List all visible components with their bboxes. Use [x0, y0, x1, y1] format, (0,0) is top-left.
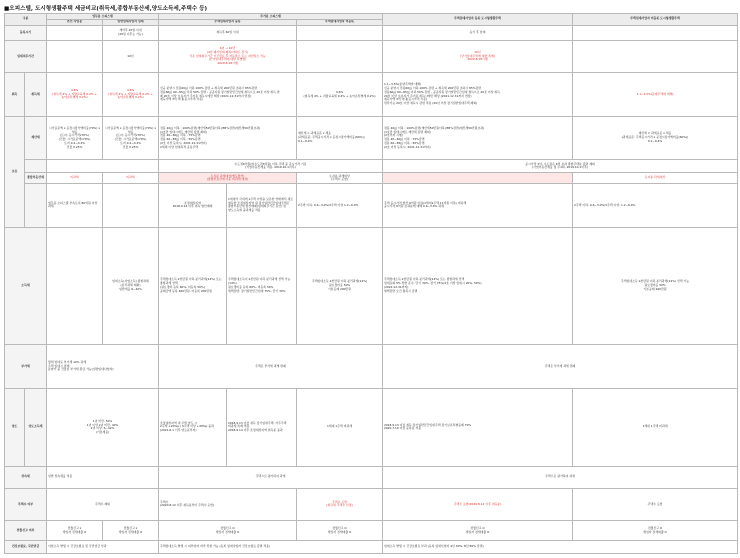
cell-prop-officetel: 시가표준액 x 공정시장가액비율(70%) x 세율 (토지: 공시가격x70%) (건물: 시가표준액x70%) 토지 0.2~0.4% 건물 0.25%	[47, 116, 103, 159]
cell-comp-detail-urban-unreg: 2주택 이하: 0.6~3.0%/3주택 이상: 1.2~6.0%	[573, 184, 738, 227]
header-residential-group: 주거용 오피스텔	[159, 14, 383, 20]
cell-loan-res-pers: 전월신고 O 세입자 전세대출 O	[297, 521, 383, 541]
cell-house-res-apt: 주택수 (2020.8.12 이후 취득분부터 주택수 포함)	[159, 488, 297, 521]
cell-transfer-res-pers: 1세대 1주택 비과세	[297, 388, 383, 466]
label-acq-tax: 취득세	[25, 73, 47, 116]
cell-income-urban: 주택임대소득 2천만원 이하 분리과세(14%) 또는 종합과세 선택 임대료의 5% 상한 준수, 단기 30%, 장기 75%(2호 이상 임대시 20%, 50%) (2022.12.31까지) 세액감면 요건 충족시 감면	[383, 227, 573, 344]
cell-comp-detail-res-apt-a: 조정대상지역 2018.9.14 이후 취득 합산배제	[159, 184, 227, 227]
cell-acq-res-apt: 신규 분양시 전용60㎡ 이하 100% 감면 → 취득세 200만원 초과시 85%감면 전용60㎡ 60~85㎡ 이하 50% 감면 - 공공지원 장기일반민간임대 취득으로 20호 이상 취득 면 제 20호 이상 보유지가 주거용 취득시에만 해당 (2021.12.31까지 연장) 취득가액 3억 이내(공시가격 기준)	[159, 73, 297, 116]
group-acquisition: 취득	[5, 73, 25, 116]
cell-rental-urban-unreg	[573, 40, 738, 73]
cell-comp-detail-res-apt-b: 1세대가 국내에 1주택 이상을 보유한 상태에서 새로 취득한 조정대상지역 내 장기일반민간임대주택은 종합부동산세 합산배제(임대의무기간 동안) 및 양도소득세 중과세율 적용	[227, 184, 297, 227]
cell-comp-detail-officetel: 업무용 오피스텔 부속토지 80억원 이상 과세	[47, 184, 103, 227]
cell-comp-officetel: 비과세	[47, 173, 103, 184]
cell-income-res-apt-b: 주택임대소득이 2천만원 이하 분리과세 선택 가능(14%) 필요경비율 등록 60%, 미등록 50% 세액감면: 장기일반민간임대 75%, 단기 30%	[227, 227, 297, 344]
cell-income-lease: 임대소득(사업소득) 종합과세 (분리과세 제외) 일반세율 6~42%	[103, 227, 159, 344]
cell-income-urban-unreg: 주택임대소득 2천만원 이하 분리과세(14%) 선택 가능 필요경비율 50% 기본공제 200만원	[573, 227, 738, 344]
cell-prop-lease: 시가표준액 x 공정시장가액비율(70%) x 세율 (토지: 공시가격x70%) (건물: 시가표준액x70%) 토지 0.2~0.4% 건물 0.25%	[103, 116, 159, 159]
cell-loan-res-apt: 전월신고 O 세입자 전세대출 O	[159, 521, 297, 541]
row-registration	[5, 25, 738, 40]
row-rental-period	[5, 40, 738, 73]
group-holding: 보유	[5, 116, 25, 227]
label-gift-tax: 상속세	[5, 466, 47, 488]
header-urban: 주택임대사업자 등록 도시형생활주택	[383, 14, 573, 26]
row-comp-tax	[5, 173, 738, 184]
cell-prop-note-urban: 공시가격 3억, 수도권은 6억 초과 종합주택분 감면 제외 (기업부동산세율 및 주1회, 2019.10.1이후)	[383, 160, 738, 173]
group-transfer: 양도	[5, 388, 25, 466]
row-insurance	[5, 540, 738, 553]
cell-registration-urban: 등기 후 임대	[383, 25, 573, 40]
label-comp-detail	[25, 184, 47, 227]
document-title: ■오피스텔, 도시형생활주택 세금비교(취득세,종합부동산세,양도소득세,주택수 등)	[4, 6, 208, 12]
cell-house-urban-unreg: 주택수 포함	[573, 488, 738, 521]
label-loan: 전월신고 여부	[5, 521, 47, 541]
cell-registration-urban-unreg	[573, 25, 738, 40]
header-gubun: 구분	[5, 14, 47, 26]
row-prop-note	[5, 160, 738, 173]
cell-comp-res-apt: 토지분 과세대상(별도합산) (종합부동산세 기준 비과세 대상)	[159, 173, 297, 184]
cell-income-officetel	[47, 227, 103, 344]
label-house-count: 주택수 여부	[5, 488, 47, 521]
label-income-tax: 소득세	[5, 227, 47, 344]
label-wealth-tax: 부가세	[5, 345, 47, 388]
row-gift-tax	[5, 466, 738, 488]
row-prop-tax	[5, 116, 738, 159]
cell-gift-res: 주택으로 평가하여 과세	[159, 466, 383, 488]
comparison-table	[4, 13, 738, 554]
cell-income-res-apt-a: 주택임대소득 2천만원 이하 분리과세(14%) 또는 종합과세 선택 (필요경비 등록 60%, 미등록 50%) 공제금액 등록 400만원, 미등록 200만원	[159, 227, 227, 344]
cell-insurance-urban: 임대소득 발생 시 건강보험료 부과 (등록 임대사업자 4년 40%, 8년 80% 감면)	[383, 540, 738, 553]
cell-insurance-res: 주택임대소득 발생 시 피부양자 자격 상실 가능 (등록 임대사업자 건강보험료 감면 적용)	[159, 540, 383, 553]
cell-house-urban: 주택수 포함(2020.8.12 이후 취득분)	[383, 488, 573, 521]
cell-prop-note-res: 수도권6억원(비수도권3억원) 이하 주택 중 공시가격 기준 (기업부동산세율 적용, 2019.10.1이후)	[159, 160, 383, 173]
label-prop-note	[25, 160, 47, 173]
cell-gift-officetel: 일반 상속세율 적용	[47, 466, 159, 488]
cell-income-res-pers: 주택임대소득 2천만원 이하 분리과세(14%) 필요경비율 50% 기본공제 200만원	[297, 227, 383, 344]
cell-prop-res-apt: 전용 40㎡ 이하 : 100%감면(재산세50만원이하)/85%감면(재산세50만원초과) (1호만 임대시에도 재산세 감면 제외) 전용 40~60㎡ 이하 : 75%감면 전용 60~85㎡ 이하 : 50%감면 (2호 이상 등록시, 2021.12.31까지) 2세대 이상 임대목적 공동주택	[159, 116, 297, 159]
cell-loan-urban: 전월신고 O 세입자 전세대출 O	[383, 521, 573, 541]
cell-comp-detail-lease	[103, 184, 159, 227]
cell-transfer-officetel: 1년 미만: 50% 1년 이상 2년 미만: 40% 2년 이상: 6~42% (기본세율)	[47, 388, 159, 466]
header-residential-personal: 주택임대사업자 미등록	[297, 19, 383, 25]
cell-loan-lease: 전월신고 x 세입자 전세대출 O	[103, 521, 159, 541]
label-prop-tax: 재산세	[25, 116, 47, 159]
row-house-count	[5, 488, 738, 521]
cell-transfer-res-apt-a: 조정대상지역 내 주택 양도 시 2주택 +20%p / 3주택 이상 +30%p 중과 (2021.6.1 이후 양도분부터)	[159, 388, 227, 466]
cell-loan-urban-unreg: 전월신고 O 세입자 전세대출 O	[573, 521, 738, 541]
cell-comp-lease: 비과세	[103, 173, 159, 184]
cell-transfer-urban: 2018.9.13 이전 취득 장기일반민간임대주택 장기보유특별공제 70% 2020.7.10 이전 등록분 적용	[383, 388, 573, 466]
cell-prop-urban: 전용 40㎡ 이하 : 100%감면(재산세50만원이하)/85%감면(재산세50만원초과) (1호만 임대시에도 재산세 감면 제외) (2호부터 시행) 전용 40~60㎡ 이하 : 75%감면 전용 60~85㎡ 이하 : 50%감면 (2호 이상 등록시, 2021.12.31까지)	[383, 116, 573, 159]
cell-registration-res-pers	[297, 25, 383, 40]
cell-rental-lease: 10년	[103, 40, 159, 73]
cell-house-res-pers: 주택수 포함 (취득세 주택수 산정)	[297, 488, 383, 521]
cell-comp-urban-unreg: 토지분 과세대상	[573, 173, 738, 184]
row-wealth-tax	[5, 345, 738, 388]
label-comp-tax: 종합부동산세	[25, 173, 47, 184]
cell-prop-note-officetel	[47, 160, 159, 173]
label-transfer-tax: 양도소득세	[25, 388, 47, 466]
cell-acq-res-pers: 4.6% (취득세 4% + 지방교육세 0.4% + 농어촌특별세 0.2%)	[297, 73, 383, 116]
row-acq-tax	[5, 73, 738, 116]
cell-house-officetel: 주택수 제외	[47, 488, 159, 521]
cell-acq-urban: 1.1~3.5%(분양주택에 대해) 신규 분양시 전용60㎡ 이하 100% 감면 → 취득세 200만원 초과시 85%감면 전용60㎡ 60~85㎡ 이하 50% 감면 - 공공지원 장기일반민간임대 취득으로 20호 이상 취득 20호 이상 보유지가 주거용 취득시에만 해당 (2021.12.31까지 연장) 취득가액 3억 이내(공시가격 기준) 위탁가능 20호 이상 취득시 감면 적용 (20년 이상 장기일반임대주택 제외)	[383, 73, 573, 116]
cell-comp-detail-res-pers: 2주택 이하: 0.6~3.0%/3주택 이상 1.2~6.0%	[297, 184, 383, 227]
cell-rental-res-apt: 6년 → 10년 (4년 폐지임대 폐지/아파트 장기) 기존 임대의무기간 기간만료 후 자동말소 또는 자진말소 가능 (단기임대주택에 대한 특별법) 2020.8.18시행	[159, 40, 297, 73]
cell-comp-res-pers: 토지분 과세대상 (주택수 포함)	[297, 173, 383, 184]
header-officetel-group: 업무용 오피스텔	[47, 14, 159, 20]
cell-registration-officetel	[47, 25, 103, 40]
cell-rental-urban: 10년 (단기임대주택에 대한 특례) 2020.8.18시행	[383, 40, 573, 73]
header-residential-apt: 주택임대사업자 등록	[159, 19, 297, 25]
label-rental-period: 임대의무기간	[5, 40, 47, 73]
cell-registration-lease: 계약후 20일 이내 (20일 이후는 가능)	[103, 25, 159, 40]
cell-transfer-urban-unreg: 1세대 1주택 비과세	[573, 388, 738, 466]
cell-loan-officetel: 전월신고 x 세입자 전세대출 O	[47, 521, 103, 541]
cell-rental-res-pers	[297, 40, 383, 73]
cell-registration-res-apt: 취득후 60일 이내	[159, 25, 297, 40]
cell-transfer-res-apt-b: 2018.9.13 이전 취득 장기임대주택: 거주주택 비과세 특례 적용 2018.9.14 이후 조정대상지역 취득분 중과	[227, 388, 297, 466]
cell-wealth-officetel: 월세 임대료 부가세 10% 과세 주택 임대시 면세 분양가 중 건물분 부가세 환급 가능(일반임대사업자)	[47, 345, 159, 388]
row-income-tax	[5, 227, 738, 344]
row-loan	[5, 521, 738, 541]
cell-gift-urban: 주택으로 평가하여 과세	[383, 466, 738, 488]
cell-prop-res-pers: 재산세 = 과세표준 x 세율 (과세표준: 주택공시가격 x 공정시장가액비율(60%)) 0.1~0.4%	[297, 116, 383, 159]
cell-rental-officetel	[47, 40, 103, 73]
row-comp-detail	[5, 184, 738, 227]
cell-acq-lease: 4.6% (취득세 4% + 지방교육세 0.4% + 농어촌특별세 0.2%)	[103, 73, 159, 116]
header-urban-unreg: 주택임대사업자 미등록 도시형생활주택	[573, 14, 738, 26]
cell-wealth-res: 주택은 부가세 과세 면제	[159, 345, 383, 388]
cell-prop-urban-unreg: 재산세 = 과세표준 x 세율 (과세표준: 주택공시가격 x 공정시장가액비율(60%)) 0.1~0.4%	[573, 116, 738, 159]
cell-comp-urban	[383, 173, 573, 184]
cell-acq-urban-unreg: 1.1~3.5%(분양주택에 대해)	[573, 73, 738, 116]
cell-insurance-officetel: 사업소득 발생 시 건강보험료 및 국민연금 부과	[47, 540, 159, 553]
cell-acq-officetel: 4.6% (취득세 4% + 지방교육세 0.4% + 농어촌특별세 0.2%)	[47, 73, 103, 116]
label-insurance: 건강보험료, 국민연금	[5, 540, 47, 553]
header-officetel-lease: 일반임대사업자 임대	[103, 19, 159, 25]
label-registration: 등록시기	[5, 25, 47, 40]
header-officetel-general: 본인 사업용	[47, 19, 103, 25]
row-transfer-tax	[5, 388, 738, 466]
cell-wealth-urban: 주택은 부가세 과세 면제	[383, 345, 738, 388]
cell-comp-detail-urban: 주택 공시가격 합산 6억원 이하(1세대1주택 11억원 이하) 비과세 공시가격 6억원 초과분에 대해 0.6~3.0% 과세	[383, 184, 573, 227]
